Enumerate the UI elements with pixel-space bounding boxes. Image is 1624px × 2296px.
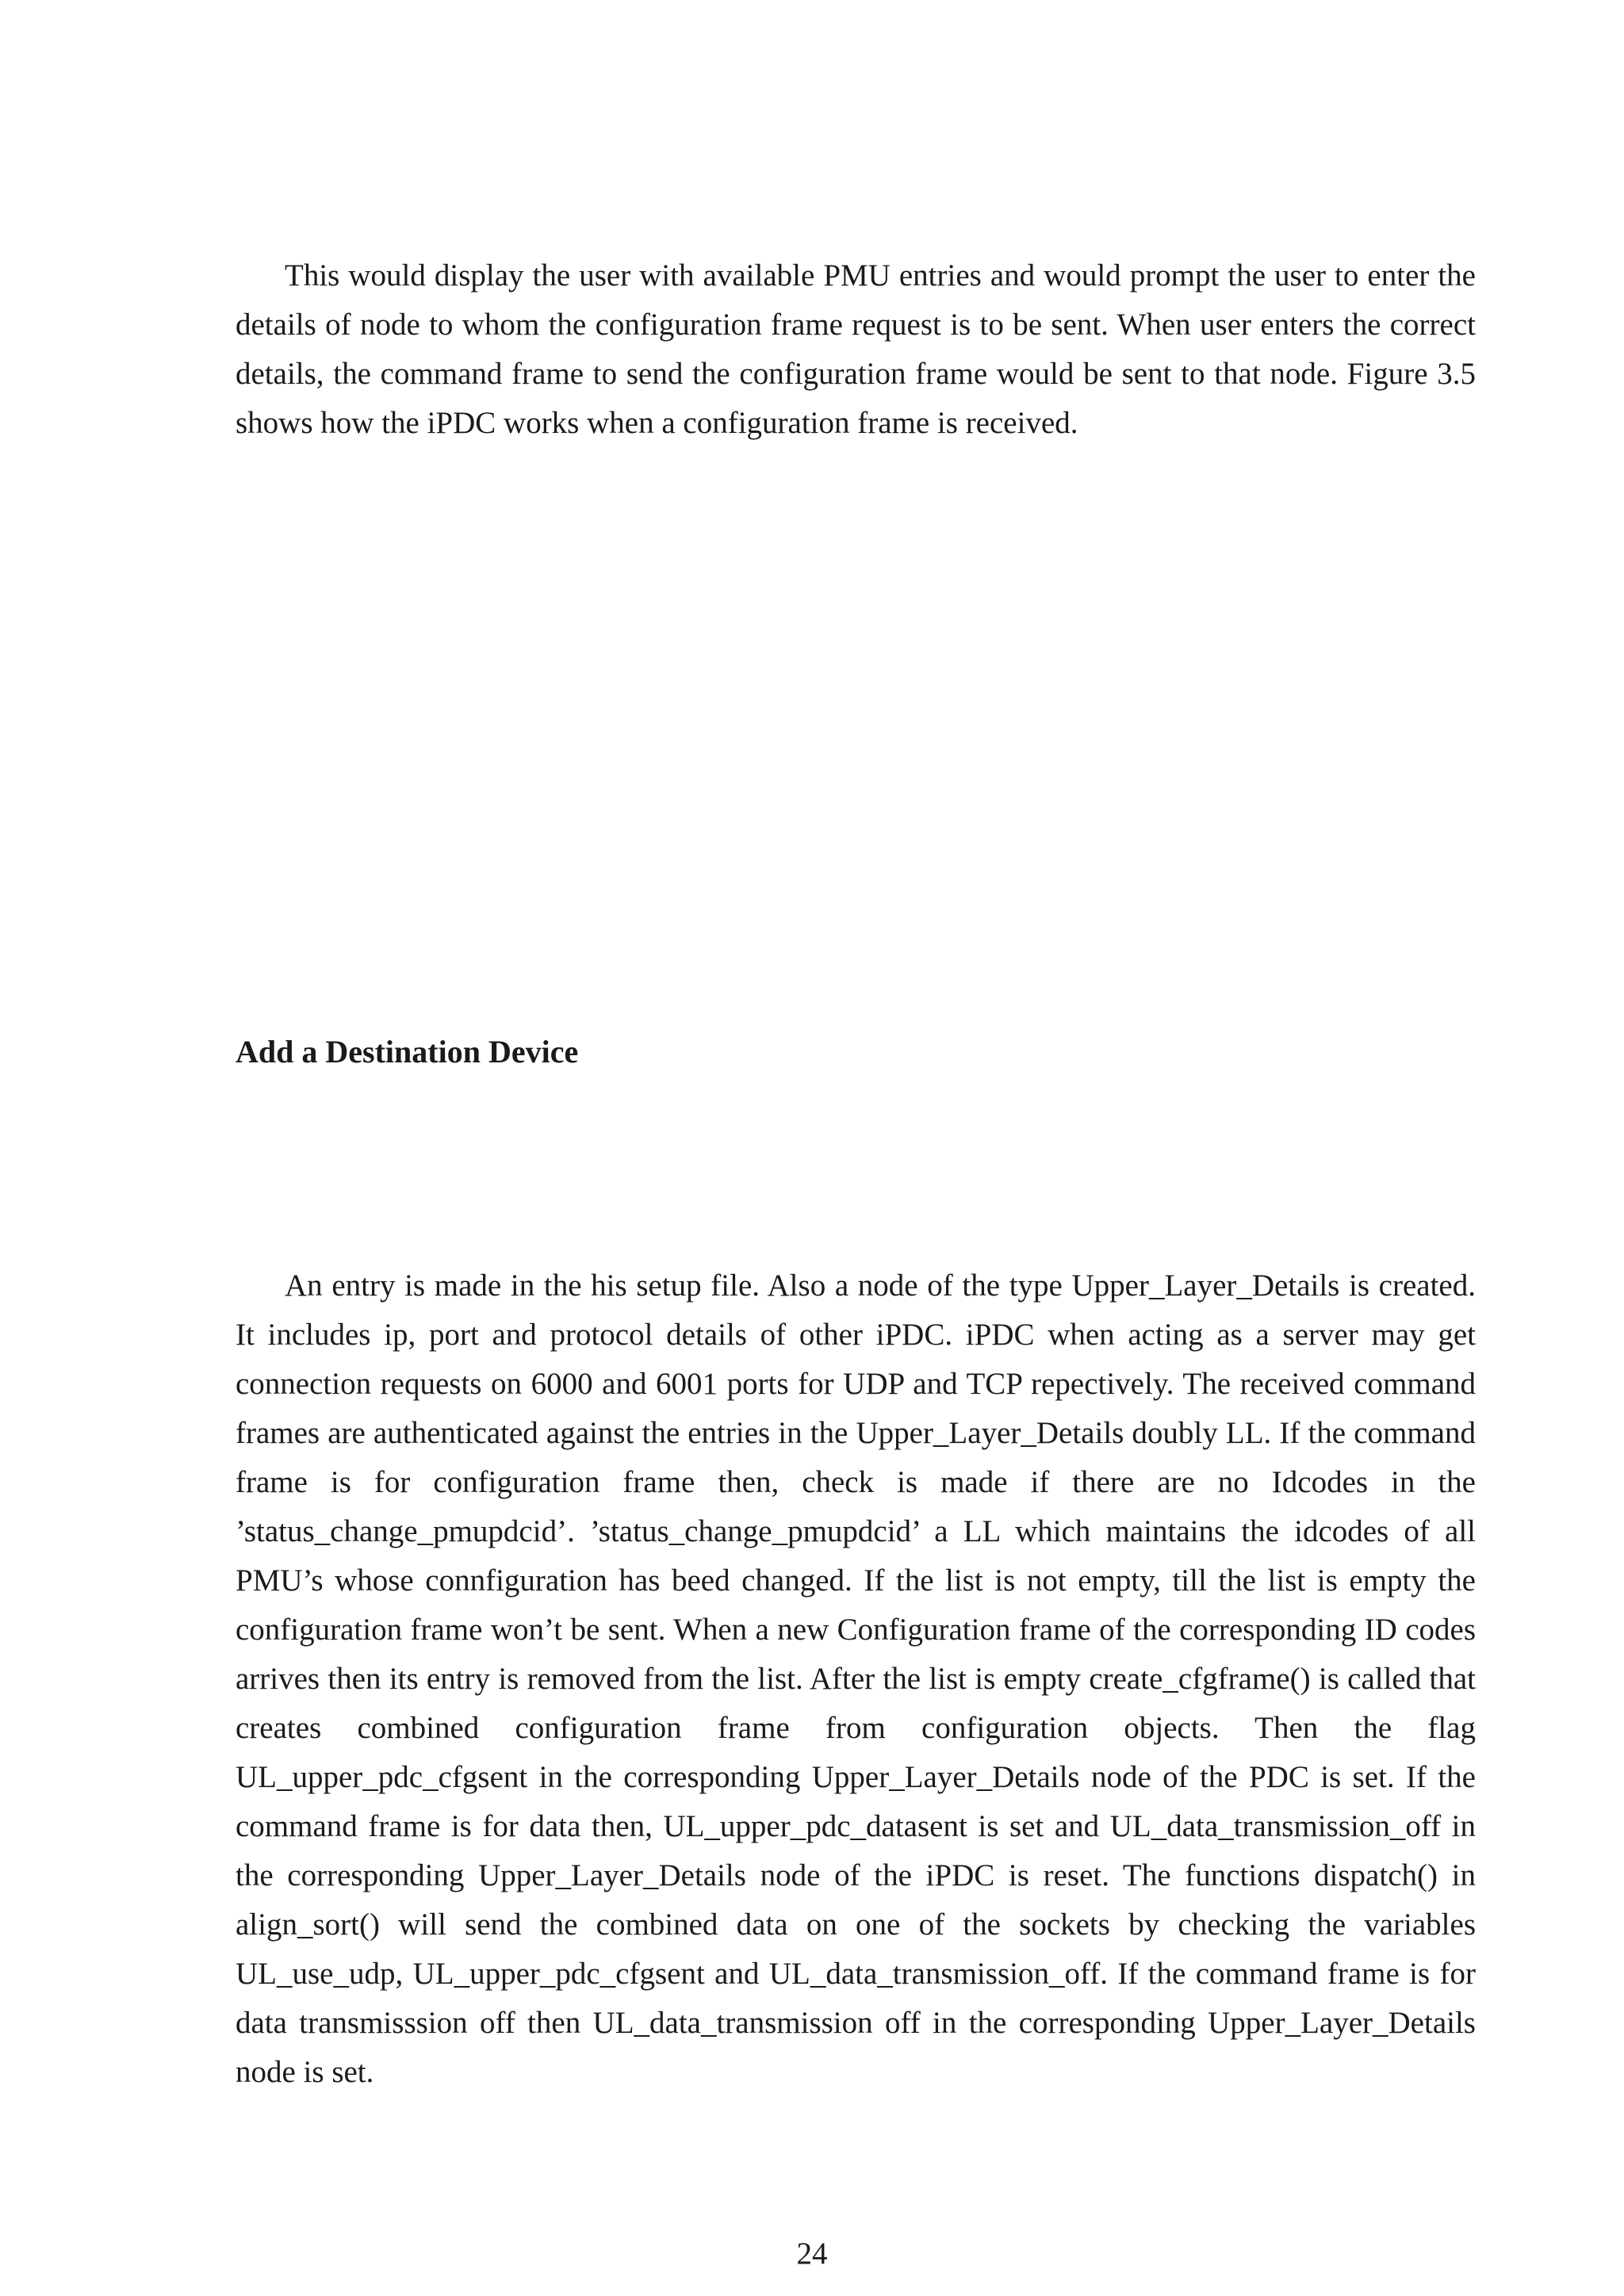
body-paragraph-intro: This would display the user with available PMU entries and would prompt the user to enter the details of node to whom the configuration frame request is to be sent. When user enters the correct details, the command frame to send the configuration frame would be sent to that node. Figure 3.5 shows how the iPDC works when a configuration frame is received.: [236, 258, 1476, 440]
page-number: 24: [796, 2237, 828, 2271]
body-paragraph-destination-device: An entry is made in the his setup file. Also a node of the type Upper_Layer_Details is created. It includes ip, port and protocol details of other iPDC. iPDC when acting as a server may get connection requests on 6000 and 6001 ports for UDP and TCP repectively. The received command frames are authenticated against the entries in the Upper_Layer_Details doubly LL. If the command frame is for configuration frame then, check is made if there are no Idcodes in the ’status_change_pmupdcid’. ’status_change_pmupdcid’ a LL which maintains the idcodes of all PMU’s whose connfiguration has beed changed. If the list is not empty, till the list is empty the configuration frame won’t be sent. When a new Configuration frame of the corresponding ID codes arrives then its entry is removed from the list. After the list is empty create_cfgframe() is called that creates combined configuration frame from configuration objects. Then the flag UL_upper_pdc_cfgsent in the corresponding Upper_Layer_Details node of the PDC is set. If the command frame is for data then, UL_upper_pdc_datasent is set and UL_data_transmission_off in the corresponding Upper_Layer_Details node of the iPDC is reset. The functions dispatch() in align_sort() will send the combined data on one of the sockets by checking the variables UL_use_udp, UL_upper_pdc_cfgsent and UL_data_transmission_off. If the command frame is for data transmisssion off then UL_data_transmission off in the corresponding Upper_Layer_Details node is set.: [236, 1269, 1476, 2089]
section-heading: Add a Destination Device: [236, 1034, 579, 1070]
